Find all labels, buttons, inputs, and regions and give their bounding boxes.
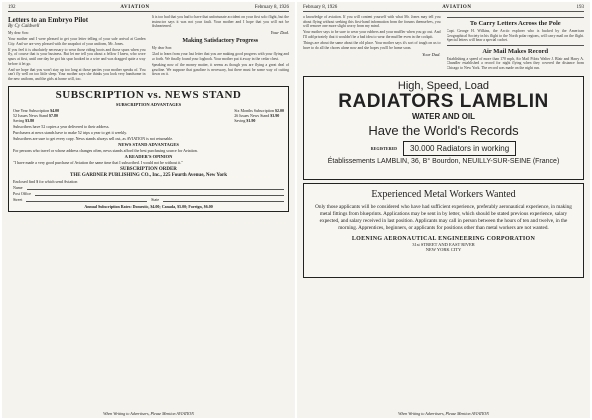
- running-header: [8, 5, 289, 12]
- reader-opinion-header: A READER'S OPINION: [124, 153, 173, 159]
- name-field[interactable]: [27, 185, 284, 190]
- article-byline: By Cy Caldwell: [8, 24, 40, 29]
- ad-brand: RADIATORS LAMBLIN: [338, 91, 549, 113]
- ad-subtitle: WATER AND OIL: [411, 112, 476, 122]
- column-right: [152, 15, 290, 83]
- paragraph: Glad to learn from your last letter that you are making good progress with your flying and so forth. We finally found your logbook. Your mother put it away in the cedar chest.: [151, 52, 289, 61]
- right-page: [297, 2, 590, 418]
- publisher: THE GARDNER PUBLISHING CO., Inc., 225 Fourth Avenue, New York: [70, 172, 227, 178]
- name-row: Name: [13, 185, 284, 190]
- signoff: Your Dad.: [422, 51, 441, 57]
- street-state-row: Street State: [13, 197, 284, 202]
- divider: [447, 17, 585, 18]
- magazine-title: AVIATION: [442, 5, 472, 10]
- issue-date: February 8, 1926: [254, 5, 289, 10]
- salutation: My dear Son:: [151, 46, 173, 51]
- enclosed-line: Enclosed find $ for which send Aviation: [13, 178, 78, 184]
- post-office-row: Post Office: [13, 191, 284, 196]
- column-left: [303, 15, 441, 72]
- rates-right: Six Months Subscription $2.00 26 Issues News Stand $3.90 Saving $1.90: [234, 107, 284, 123]
- ad-company: LOENING AERONAUTICAL ENGINEERING CORPORATION: [351, 236, 536, 243]
- subscription-purchasers: Purchasers at news stands have to make 52 trips a year to get it weekly.: [13, 129, 128, 135]
- section-title: Making Satisfactory Progress: [182, 38, 259, 45]
- subscription-certainty: Subscribers are sure to get every copy. News stands always sell out, as AVIATION is not returnable.: [13, 135, 174, 141]
- order-header: SUBSCRIPTION ORDER: [120, 166, 177, 172]
- news-text: Establishing a speed of more than 170 mph, Air Mail Pilots Walter J. Blair and Harry A. Chandler established a record for night flying when they covered the distance from Chicago to New York. The record was made on the night run.: [446, 56, 584, 70]
- rates-left: One Year Subscription $4.00 52 Issues News Stand $7.80 Saving $3.80: [13, 107, 60, 123]
- news-title: To Carry Letters Across the Pole: [469, 20, 561, 27]
- article-columns: [8, 15, 289, 83]
- ad-tagline: High, Speed, Load: [397, 80, 490, 93]
- column-left: [8, 15, 146, 83]
- ad-body: Only those applicants will be considered who have had sufficient experience, preferably aeronautical experience, in making metal fittings from blueprints. Applications may be sent in by letter, which should be stated previous experience, salary expected, and salary received in last position. Applicants may call in person between the hours of ten and twelve, in the morning. Apprentices, beginners, or applicants for positions other than metal workers are not wanted.: [315, 204, 572, 232]
- radiators-count-box: 30.000 Radiators in working: [403, 141, 516, 156]
- radiators-advertisement: [303, 76, 584, 180]
- ad-address: 31st STREET AND EAST RIVER: [412, 242, 475, 248]
- paragraph: If you feel it is absolutely necessary to wear those riding boots and those spurs when you fly, of course that is your business. But let me tell you about a fellow I knew, who wore spurs at first, until one day he got his spur hooked in a wire and was dragged quite a way before it let go.: [8, 47, 146, 66]
- paragraph: It is too bad that you had to have that unfortunate accident on your first solo flight, but the instructor says it was not your fault. Your mother and I hope that you will not be disheartened.: [151, 15, 289, 29]
- street-field[interactable]: [26, 197, 147, 202]
- subscription-convenience: Subscribers have 52 copies a year delivered to their address.: [13, 123, 110, 129]
- salutation: My dear Son:: [8, 31, 29, 35]
- signoff: Your Dad.: [270, 30, 289, 36]
- paragraph: a knowledge of aviation. If you will content yourself with what Mr. Jones may tell you about flying without seeking this first-hand information from the forums themselves, you will remove one more slight worry from my mind.: [303, 15, 441, 29]
- paragraph: Things are about the same about the old place. Your mother says it's sort of tough on us to have to do all the chores alone now and she hopes you'll be home soon.: [303, 40, 441, 50]
- article-title: Letters to an Embryo Pilot: [8, 16, 89, 24]
- news-stand-text: For persons who travel or whose address changes often, news stands afford the best purchasing source for Aviation.: [13, 147, 198, 153]
- subscription-box: [8, 86, 289, 212]
- metal-workers-advertisement: [303, 183, 584, 278]
- ad-city: NEW YORK CITY: [425, 247, 462, 253]
- ad-claim: Have the World's Records: [368, 123, 519, 139]
- page-number: 193: [576, 5, 584, 10]
- ad-headline: Experienced Metal Workers Wanted: [371, 189, 516, 201]
- page-footer: When Writing to Advertisers, Please Mention AVIATION: [398, 411, 489, 416]
- news-title: Air Mail Makes Record: [482, 47, 549, 55]
- rates-table: [13, 108, 284, 123]
- subscription-title: SUBSCRIPTION vs. NEWS STAND: [55, 88, 242, 101]
- paragraph: Speaking now of the money matter, it seems as though you are flying a great deal of gasoline. We suppose that gasoline is necessary, but there must be some way of cutting down on it.: [151, 63, 289, 77]
- running-header: [303, 5, 584, 12]
- state-field[interactable]: [163, 197, 284, 202]
- left-page: [2, 2, 295, 418]
- page-number: 192: [8, 5, 16, 10]
- issue-date: February 8, 1926: [303, 5, 338, 10]
- news-text: Capt. George H. Wilkins, the Arctic explorer who is backed by the American Geographical Society in his flight to the North polar regions, will carry mail on the flight. Special letters will bear a special cachet.: [446, 29, 584, 43]
- registered-mark: REGISTERED: [370, 146, 398, 152]
- post-office-field[interactable]: [35, 191, 284, 196]
- divider: [447, 45, 585, 46]
- page-footer: When Writing to Advertisers, Please Mention AVIATION: [103, 411, 194, 416]
- column-right: [447, 15, 585, 72]
- paragraph: Your mother says to be sure to wear your rubbers and your muffler when you go out. And I'll add privately that it wouldn't be a bad idea to wear the muffler even in the cockpit.: [303, 30, 441, 39]
- reader-opinion-text: "I have made a very good purchase of Aviation the same time that I subscribed. I would not be without it.": [13, 159, 184, 165]
- paragraph: Your mother and I were pleased to get your letter telling of your safe arrival at Garden City. And we are very pleased with the snapshot of your uniform, Mr. Jones.: [8, 37, 146, 46]
- news-stand-header: NEWS STAND ADVANTAGES: [118, 141, 179, 147]
- ad-band: [308, 141, 579, 156]
- magazine-title: AVIATION: [120, 5, 150, 10]
- article-columns: [303, 15, 584, 72]
- ad-establishment: Établissements LAMBLIN, 36, B° Bourdon, NEUILLY-SUR-SEINE (France): [327, 158, 560, 166]
- subscription-advantages-header: SUBSCRIPTION ADVANTAGES: [115, 101, 182, 107]
- annual-rates: Annual Subscription Rates: Domestic, $4.00; Canada, $5.00; Foreign, $6.00: [84, 203, 213, 209]
- paragraph: And we hope that you won't stay up too long at those parties your mother speaks of. You can't fly well on too little sleep. Your mother says she thinks you look very handsome in the new uniform, and the girls at home will, too.: [8, 67, 146, 81]
